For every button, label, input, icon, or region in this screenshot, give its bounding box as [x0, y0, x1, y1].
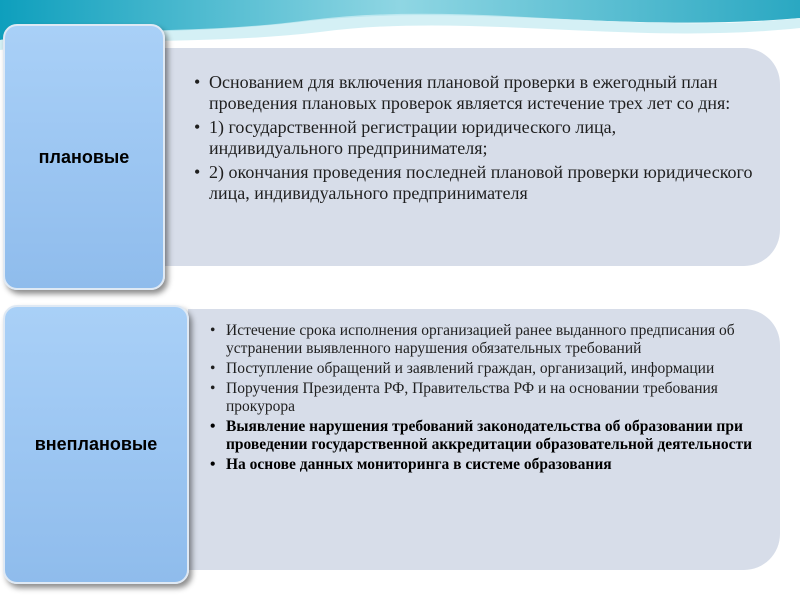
list-item	[210, 360, 760, 378]
unplanned-content-panel	[188, 309, 780, 570]
bullet-icon: •	[210, 418, 216, 435]
list-item-text: 1) государственной регистрации юридического лица, индивидуального предпринимателя;	[209, 117, 617, 158]
list-item	[210, 456, 760, 474]
unplanned-label: внеплановые	[34, 434, 158, 454]
list-item-text: Истечение срока исполнения организацией ранее выданного предписания об устранении выявленного нарушения обязательных требований	[226, 322, 735, 357]
bullet-icon: •	[194, 72, 201, 92]
bullet-icon: •	[210, 360, 216, 377]
planned-label-box	[3, 24, 165, 290]
bullet-icon: •	[210, 456, 216, 473]
list-item-text: На основе данных мониторинга в системе образования	[226, 456, 612, 473]
planned-criteria-list	[194, 72, 754, 204]
list-item-text: Поступление обращений и заявлений граждан, организаций, информации	[226, 360, 715, 377]
bullet-icon: •	[194, 162, 201, 182]
list-item	[194, 72, 754, 114]
bullet-icon: •	[194, 117, 201, 137]
list-item-text: 2) окончания проведения последней плановой проверки юридического лица, индивидуального предпринимателя	[209, 162, 753, 203]
list-item	[194, 117, 754, 159]
bullet-icon: •	[210, 380, 216, 397]
bullet-icon: •	[210, 322, 216, 339]
list-item	[210, 418, 760, 454]
list-item-text: Основанием для включения плановой проверки в ежегодный план проведения плановых проверок является истечение трех лет со дня:	[209, 72, 731, 113]
list-item-text: Поручения Президента РФ, Правительства РФ и на основании требования прокурора	[226, 380, 718, 415]
list-item	[210, 322, 760, 358]
planned-content-panel	[162, 48, 780, 266]
unplanned-label-box	[3, 305, 189, 584]
list-item	[194, 162, 754, 204]
planned-label: плановые	[38, 146, 130, 167]
list-item-text: Выявление нарушения требований законодательства об образовании при проведении государственной аккредитации образовательной деятельности	[226, 418, 753, 453]
unplanned-criteria-list	[210, 322, 760, 474]
list-item	[210, 380, 760, 416]
